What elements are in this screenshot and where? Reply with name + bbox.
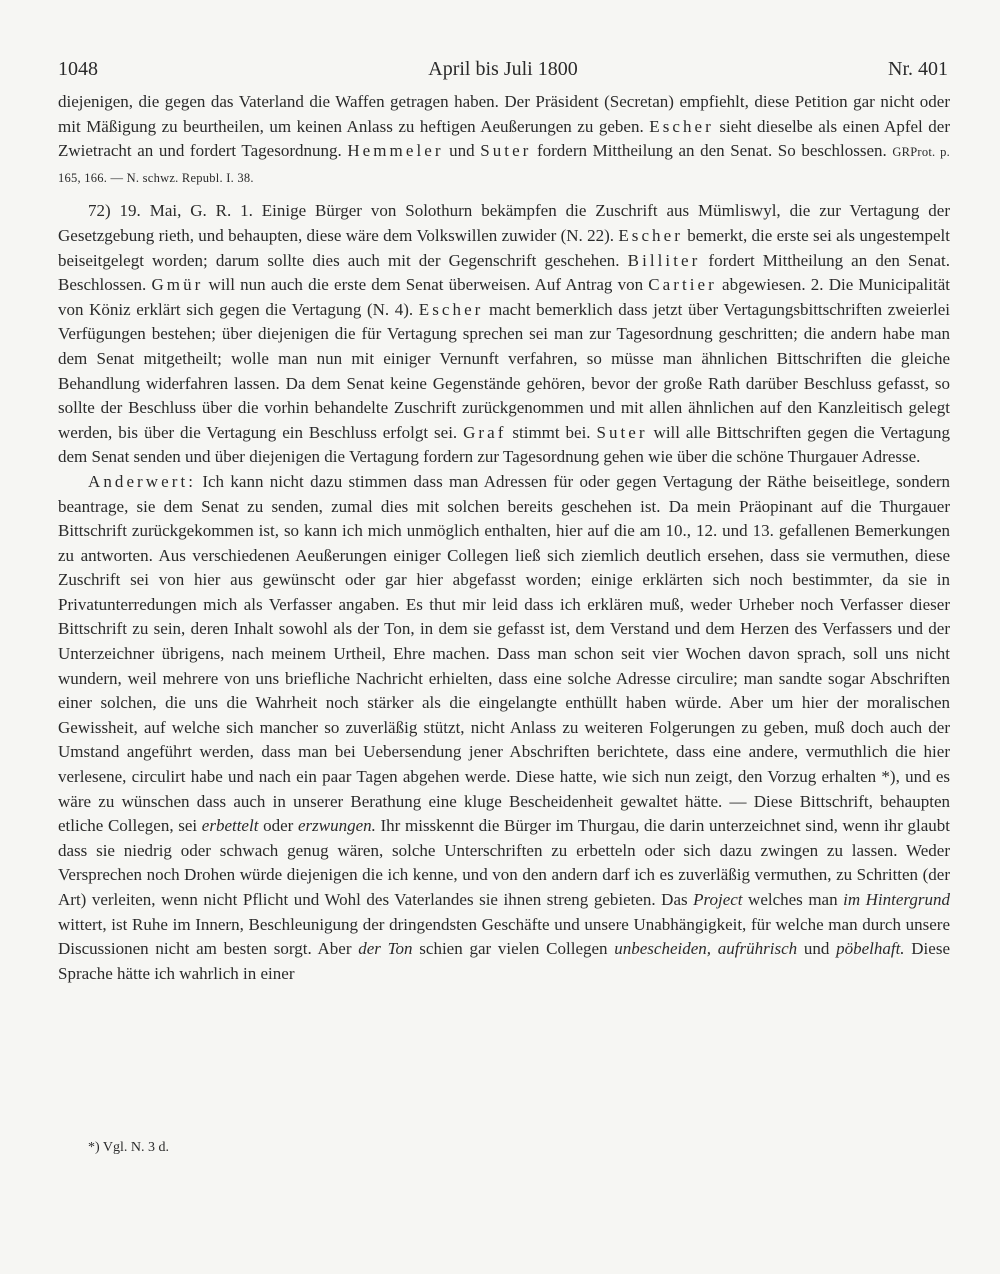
paragraph-3 [58,470,950,986]
speaker-name: Suter [596,422,648,442]
speaker-name: Cartier [648,275,717,295]
speaker-name: Graf [463,422,507,442]
source-reference: GRProt. p. 165, 166. — N. schwz. Republ. I. 38. [58,145,951,185]
emphasis: erbettelt [201,816,259,836]
text-run: macht bemerklich dass jetzt über Vertagungsbittschriften zweierlei Verfügungen bestehen; über diejenigen die für Vertagung sprechen sei man zur Tagesordnung geschritten; die andern habe man dem Senat mitgetheilt; wolle man nun mit einiger Vernunft verfahren, so müsse man ähnlichen Bittschriften die gleiche Behandlung widerfahren lassen. Da dem Senat keine Gegenstände gehören, bevor der große Rath darüber Beschluss gefasst, so sollte der Beschluss über die vorhin behandelte Zuschrift zurückgenommen und mit allen ähnlichen auf den Kanzleitisch gelegt werden, bis über die Vertagung ein Beschluss erfolgt sei. [58,299,951,442]
running-title: April bis Juli 1800 [428,58,578,80]
speaker-name: Billiter [627,250,701,270]
text-run: welches man [742,890,844,909]
emphasis: unbescheiden, aufrührisch [614,939,798,959]
paragraph-2 [58,199,950,470]
text-run: will alle Bittschriften gegen die Vertagung dem Senat senden und über diejenigen die Vertagung fordern zur Tagesordnung gehen wie über die schöne Thurgauer Adresse. [58,422,950,467]
speaker-name: Gmür [151,275,204,295]
emphasis: Project [693,890,743,909]
text-run: und [443,141,481,161]
emphasis: im Hintergrund [843,890,950,909]
emphasis: pöbelhaft. [836,939,905,959]
text-run: fordert Mittheilung an den Senat. Beschlossen. [58,250,951,295]
text-run: abgewiesen. 2. Die Municipalität von Köniz erklärt sich gegen die Vertagung (N. 4). [58,275,950,319]
emphasis: der Ton [358,939,413,959]
footnote: *) Vgl. N. 3 d. [88,1140,170,1155]
text-run: Diese Sprache hätte ich wahrlich in einer [58,939,950,983]
document-number: Nr. 401 [888,58,948,80]
speaker-name: Anderwert: [88,471,197,491]
speaker-name: Escher [418,299,484,319]
main-text [58,90,950,986]
text-run: fordern Mittheilung an den Senat. So beschlossen. [531,141,893,161]
paragraph-1 [58,90,950,190]
speaker-name: Escher [618,225,683,245]
text-run: sieht dieselbe als einen Apfel der Zwietracht an und fordert Tagesordnung. [58,116,950,161]
running-header [58,58,948,88]
text-run: und [797,939,837,959]
speaker-name: Escher [649,116,714,136]
text-run: stimmt bei. [506,422,597,442]
text-run: schien gar vielen Collegen [412,939,615,959]
text-run: Ich kann nicht dazu stimmen dass man Adressen für oder gegen Vertagung der Räthe beiseitlege, sondern beantrage, sie dem Senat zu senden, zumal dies mit solchen bereits geschehen ist. Da mein Präopinant auf die Thurgauer Bittschrift zurückgekommen ist, so kann ich mich unmöglich enthalten, hier auf die am 10., 12. und 13. gefallenen Bemerkungen zu antworten. Aus verschiedenen Aeußerungen einiger Collegen ließ sich ziemlich deutlich ersehen, dass sie vermuthen, diese Zuschrift sei von hier aus gewünscht oder gar hier abgefasst worden; einige erklärten sich noch bestimmter, da sie in Privatunterredungen mich als Verfasser angaben. Es thut mir leid dass ich erklären muß, weder Urheber noch Verfasser dieser Bittschrift zu sein, deren Inhalt sowohl als der Ton, in dem sie gefasst ist, dem Verstand und dem Herzen des Verfassers und der Unterzeichner übrigens, nach meinem Urtheil, Ehre machen. Dass man schon seit vier Wochen davon sprach, soll uns nicht wundern, weil mehrere von uns briefliche Nachricht erhielten, dass eine solche Adresse circulire; man sandte sogar Abschriften einer solchen, die uns die Wahrheit noch stärker als die eingelangte enthüllt haben würde. Aber um hier der moralischen Gewissheit, auf welche sich mancher so zuverläßig stützt, nicht Anlass zu weiteren Folgerungen zu geben, muß doch auch der Umstand angeführt werden, dass man bei Uebersendung jener Abschriften berichtete, dass eine andere, vermuthlich die hier verlesene, circulirt habe und nach ein paar Tagen abgehen werde. Diese hatte, wie sich nun zeigt, den Vorzug erhalten *), und es wäre zu wünschen dass auch in unserer Berathung eine kluge Bescheidenheit gewaltet hätte. — Diese Bittschrift, behaupten etliche Collegen, sei [58,471,950,836]
speaker-name: Suter [480,141,532,161]
emphasis: erzwungen. [297,816,376,836]
text-run: Ihr misskennt die Bürger im Thurgau, die darin unterzeichnet sind, wenn ihr glaubt dass sie niedrig oder schwach genug wären, solche Unterschriften zu erbetteln oder sich dazu zwingen zu lassen. Weder Versprechen noch Drohen würde diejenigen die ich kenne, und von den andern darf ich es zuverläßig vermuthen, zu Schritten (der Art) verleiten, wenn nicht Pflicht und Wohl des Vaterlandes sie ihnen streng gebieten. Das [58,816,950,909]
page-number: 1048 [58,58,98,80]
text-run: bemerkt, die erste sei als ungestempelt beiseitgelegt worden; darum sollte dies auch mit der Gegenschrift geschehen. [58,225,950,270]
text-run: will nun auch die erste dem Senat überweisen. Auf Antrag von [203,275,649,295]
text-run: wittert, ist Ruhe im Innern, Beschleunigung der dringendsten Geschäfte und unsere Unabhängigkeit, für welche man durch unsere Discussionen nicht am besten sorgt. Aber [58,914,950,959]
text-run: oder [258,816,298,836]
speaker-name: Hemmeler [347,141,444,161]
text-run: 72) 19. Mai, G. R. 1. Einige Bürger von Solothurn bekämpfen die Zuschrift aus Mümliswyl, die zur Vertagung der Gesetzgebung rieth, und behaupten, diese wäre dem Volkswillen zuwider (N. 22). [58,201,950,245]
text-run: diejenigen, die gegen das Vaterland die Waffen getragen haben. Der Präsident (Secretan) empfiehlt, diese Petition gar nicht oder mit Mäßigung zu beurtheilen, um keinen Anlass zu heftigen Aeußerungen zu geben. [58,92,950,136]
